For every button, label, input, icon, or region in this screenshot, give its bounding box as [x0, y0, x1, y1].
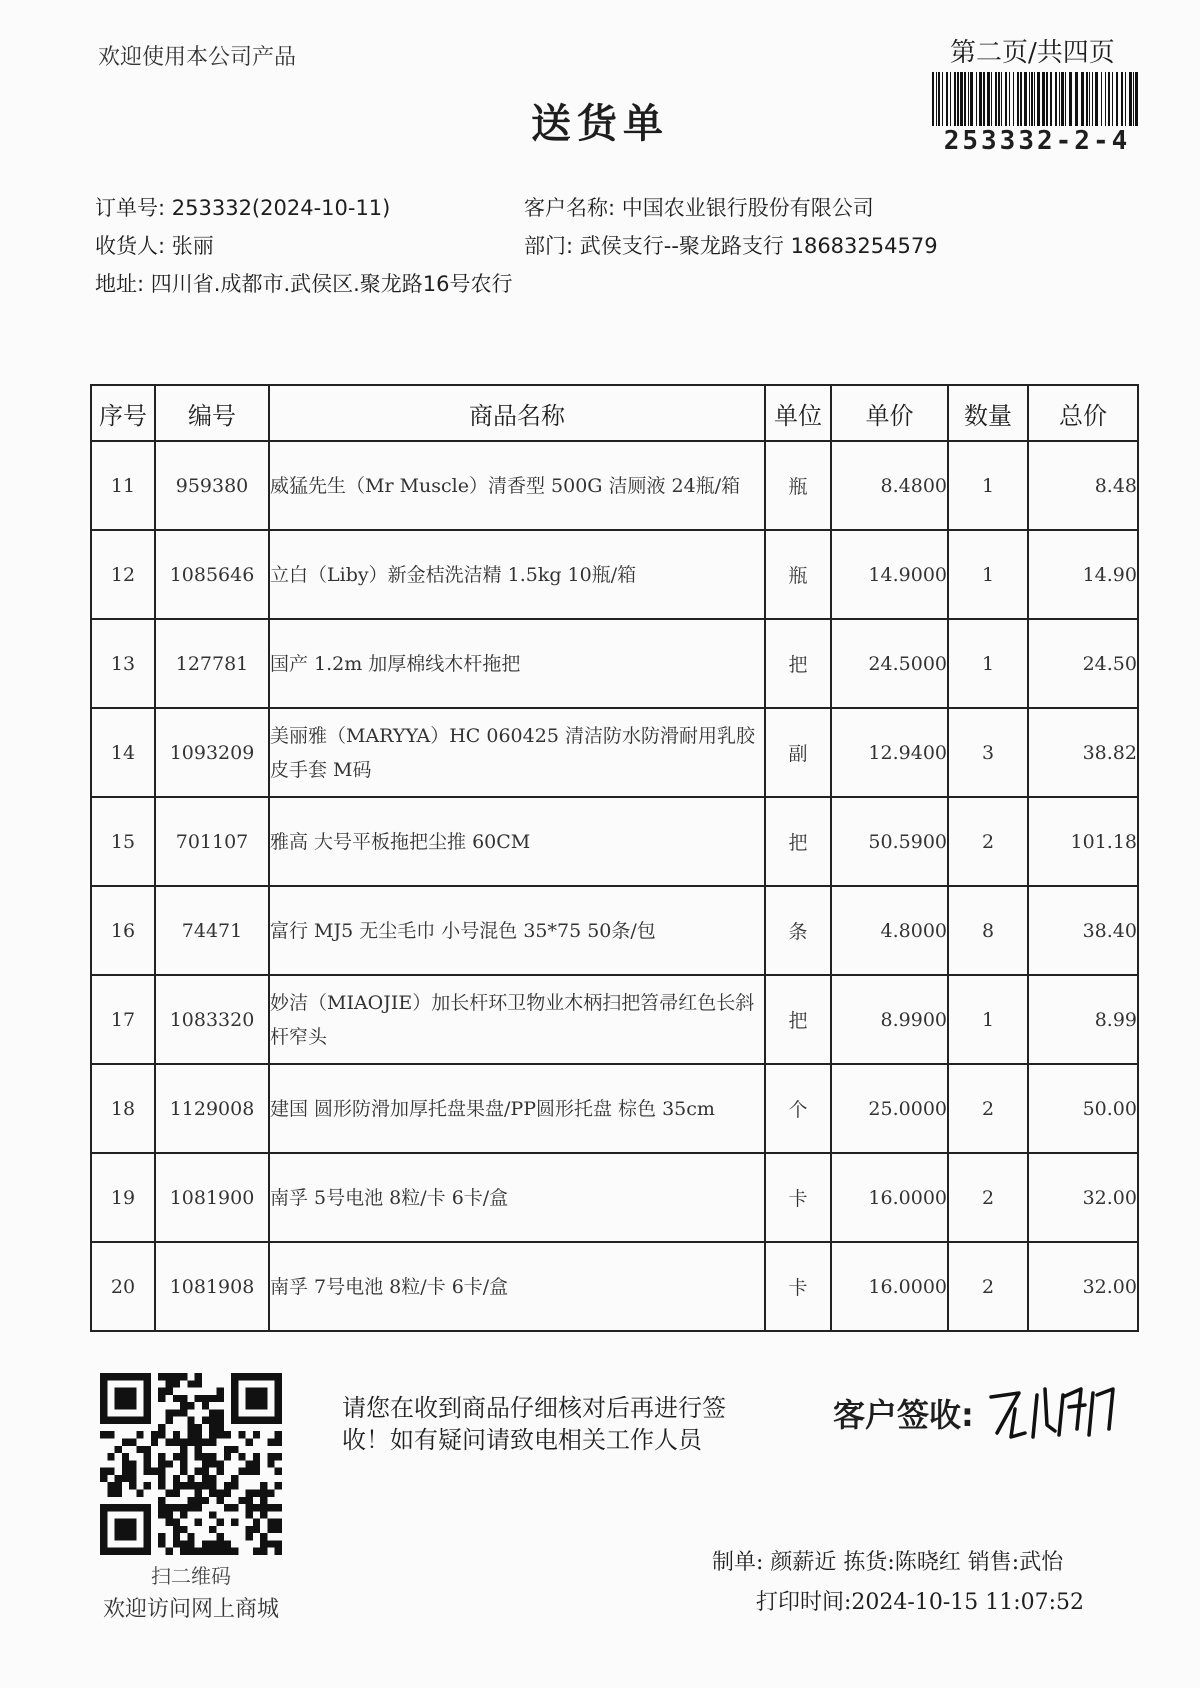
cell-name: 南孚 5号电池 8粒/卡 6卡/盒: [269, 1153, 765, 1242]
cell-total: 101.18: [1028, 797, 1138, 886]
cell-seq: 19: [91, 1153, 155, 1242]
department: [524, 230, 938, 260]
cell-unit: 卡: [765, 1153, 831, 1242]
cell-seq: 15: [91, 797, 155, 886]
cell-code: 74471: [155, 886, 269, 975]
document-title: 送货单: [531, 101, 669, 147]
header-qty: 数量: [948, 385, 1028, 441]
cell-qty: 2: [948, 1153, 1028, 1242]
qr-caption: 扫二维码: [151, 1564, 231, 1588]
cell-qty: 1: [948, 530, 1028, 619]
cell-seq: 11: [91, 441, 155, 530]
table-row: [91, 619, 1138, 708]
table-row: [91, 1153, 1138, 1242]
header-name: 商品名称: [269, 385, 765, 441]
table-row: [91, 441, 1138, 530]
cell-qty: 3: [948, 708, 1028, 797]
header-code: 编号: [155, 385, 269, 441]
table-row: [91, 708, 1138, 797]
department-label: 部门:: [524, 234, 574, 258]
cell-seq: 13: [91, 619, 155, 708]
customer-name: [524, 192, 874, 222]
barcode-icon: [930, 72, 1142, 126]
cell-seq: 16: [91, 886, 155, 975]
welcome-text: 欢迎使用本公司产品: [98, 45, 297, 70]
cell-total: 38.82: [1028, 708, 1138, 797]
cell-total: 14.90: [1028, 530, 1138, 619]
cell-code: 1081900: [155, 1153, 269, 1242]
customer-name-label: 客户名称:: [524, 196, 616, 220]
cell-seq: 20: [91, 1242, 155, 1331]
cell-unit: 条: [765, 886, 831, 975]
cell-unit: 卡: [765, 1242, 831, 1331]
header-seq: 序号: [91, 385, 155, 441]
department-value: 武侯支行--聚龙路支行 18683254579: [579, 234, 938, 258]
cell-code: 701107: [155, 797, 269, 886]
table-row: [91, 797, 1138, 886]
cell-total: 8.99: [1028, 975, 1138, 1064]
cell-qty: 1: [948, 619, 1028, 708]
header-price: 单价: [831, 385, 948, 441]
page-info: 第二页/共四页: [950, 38, 1115, 68]
qr-code-icon: [100, 1373, 282, 1555]
cell-unit: 把: [765, 975, 831, 1064]
table-row: [91, 975, 1138, 1064]
cell-code: 1083320: [155, 975, 269, 1064]
cell-unit: 瓶: [765, 441, 831, 530]
staff-info: 制单: 颜薪近 拣货:陈晓红 销售:武怡: [712, 1550, 1064, 1575]
print-time: 打印时间:2024-10-15 11:07:52: [756, 1590, 1085, 1615]
receiver-value: 张丽: [171, 234, 214, 258]
address-label: 地址:: [95, 272, 145, 296]
order-number-label: 订单号:: [95, 196, 166, 220]
cell-seq: 17: [91, 975, 155, 1064]
cell-seq: 18: [91, 1064, 155, 1153]
cell-name: 富行 MJ5 无尘毛巾 小号混色 35*75 50条/包: [269, 886, 765, 975]
cell-name: 建国 圆形防滑加厚托盘果盘/PP圆形托盘 棕色 35cm: [269, 1064, 765, 1153]
cell-total: 50.00: [1028, 1064, 1138, 1153]
cell-code: 1081908: [155, 1242, 269, 1331]
cell-name: 美丽雅（MARYYA）HC 060425 清洁防水防滑耐用乳胶皮手套 M码: [269, 708, 765, 797]
header-unit: 单位: [765, 385, 831, 441]
cell-name: 南孚 7号电池 8粒/卡 6卡/盒: [269, 1242, 765, 1331]
cell-price: 4.8000: [831, 886, 948, 975]
cell-total: 24.50: [1028, 619, 1138, 708]
mall-caption: 欢迎访问网上商城: [102, 1597, 279, 1622]
barcode-number: 253332-2-4: [943, 126, 1131, 156]
cell-total: 38.40: [1028, 886, 1138, 975]
receiver-label: 收货人:: [95, 234, 166, 258]
receipt-notice: 请您在收到商品仔细核对后再进行签收！如有疑问请致电相关工作人员: [342, 1394, 726, 1454]
cell-qty: 1: [948, 975, 1028, 1064]
cell-price: 50.5900: [831, 797, 948, 886]
cell-price: 16.0000: [831, 1153, 948, 1242]
cell-name: 雅高 大号平板拖把尘推 60CM: [269, 797, 765, 886]
table-header-row: [91, 385, 1138, 441]
cell-price: 25.0000: [831, 1064, 948, 1153]
signature-icon: [985, 1375, 1120, 1445]
cell-qty: 2: [948, 797, 1028, 886]
cell-seq: 12: [91, 530, 155, 619]
customer-sign-label: 客户签收:: [833, 1396, 974, 1434]
cell-total: 8.48: [1028, 441, 1138, 530]
cell-price: 12.9400: [831, 708, 948, 797]
order-number-value: 253332(2024-10-11): [171, 196, 391, 220]
cell-qty: 1: [948, 441, 1028, 530]
receiver: [95, 230, 214, 260]
cell-code: 127781: [155, 619, 269, 708]
cell-qty: 2: [948, 1242, 1028, 1331]
table-row: [91, 1242, 1138, 1331]
cell-unit: 把: [765, 619, 831, 708]
cell-price: 16.0000: [831, 1242, 948, 1331]
address-value: 四川省.成都市.武侯区.聚龙路16号农行: [150, 272, 513, 296]
table-row: [91, 530, 1138, 619]
cell-unit: 瓶: [765, 530, 831, 619]
cell-total: 32.00: [1028, 1153, 1138, 1242]
cell-code: 1085646: [155, 530, 269, 619]
cell-unit: 副: [765, 708, 831, 797]
cell-price: 24.5000: [831, 619, 948, 708]
table-row: [91, 886, 1138, 975]
cell-code: 1093209: [155, 708, 269, 797]
cell-price: 8.4800: [831, 441, 948, 530]
cell-price: 14.9000: [831, 530, 948, 619]
cell-seq: 14: [91, 708, 155, 797]
cell-price: 8.9900: [831, 975, 948, 1064]
order-number: [95, 192, 390, 222]
cell-unit: 把: [765, 797, 831, 886]
customer-name-value: 中国农业银行股份有限公司: [621, 196, 874, 220]
cell-name: 威猛先生（Mr Muscle）清香型 500G 洁厕液 24瓶/箱: [269, 441, 765, 530]
table-row: [91, 1064, 1138, 1153]
cell-name: 妙洁（MIAOJIE）加长杆环卫物业木柄扫把笤帚红色长斜杆窄头: [269, 975, 765, 1064]
cell-name: 国产 1.2m 加厚棉线木杆拖把: [269, 619, 765, 708]
header-total: 总价: [1028, 385, 1138, 441]
cell-unit: 个: [765, 1064, 831, 1153]
cell-name: 立白（Liby）新金桔洗洁精 1.5kg 10瓶/箱: [269, 530, 765, 619]
address: [95, 268, 513, 298]
items-table: [90, 384, 1139, 1332]
cell-total: 32.00: [1028, 1242, 1138, 1331]
cell-code: 1129008: [155, 1064, 269, 1153]
cell-qty: 8: [948, 886, 1028, 975]
cell-code: 959380: [155, 441, 269, 530]
cell-qty: 2: [948, 1064, 1028, 1153]
